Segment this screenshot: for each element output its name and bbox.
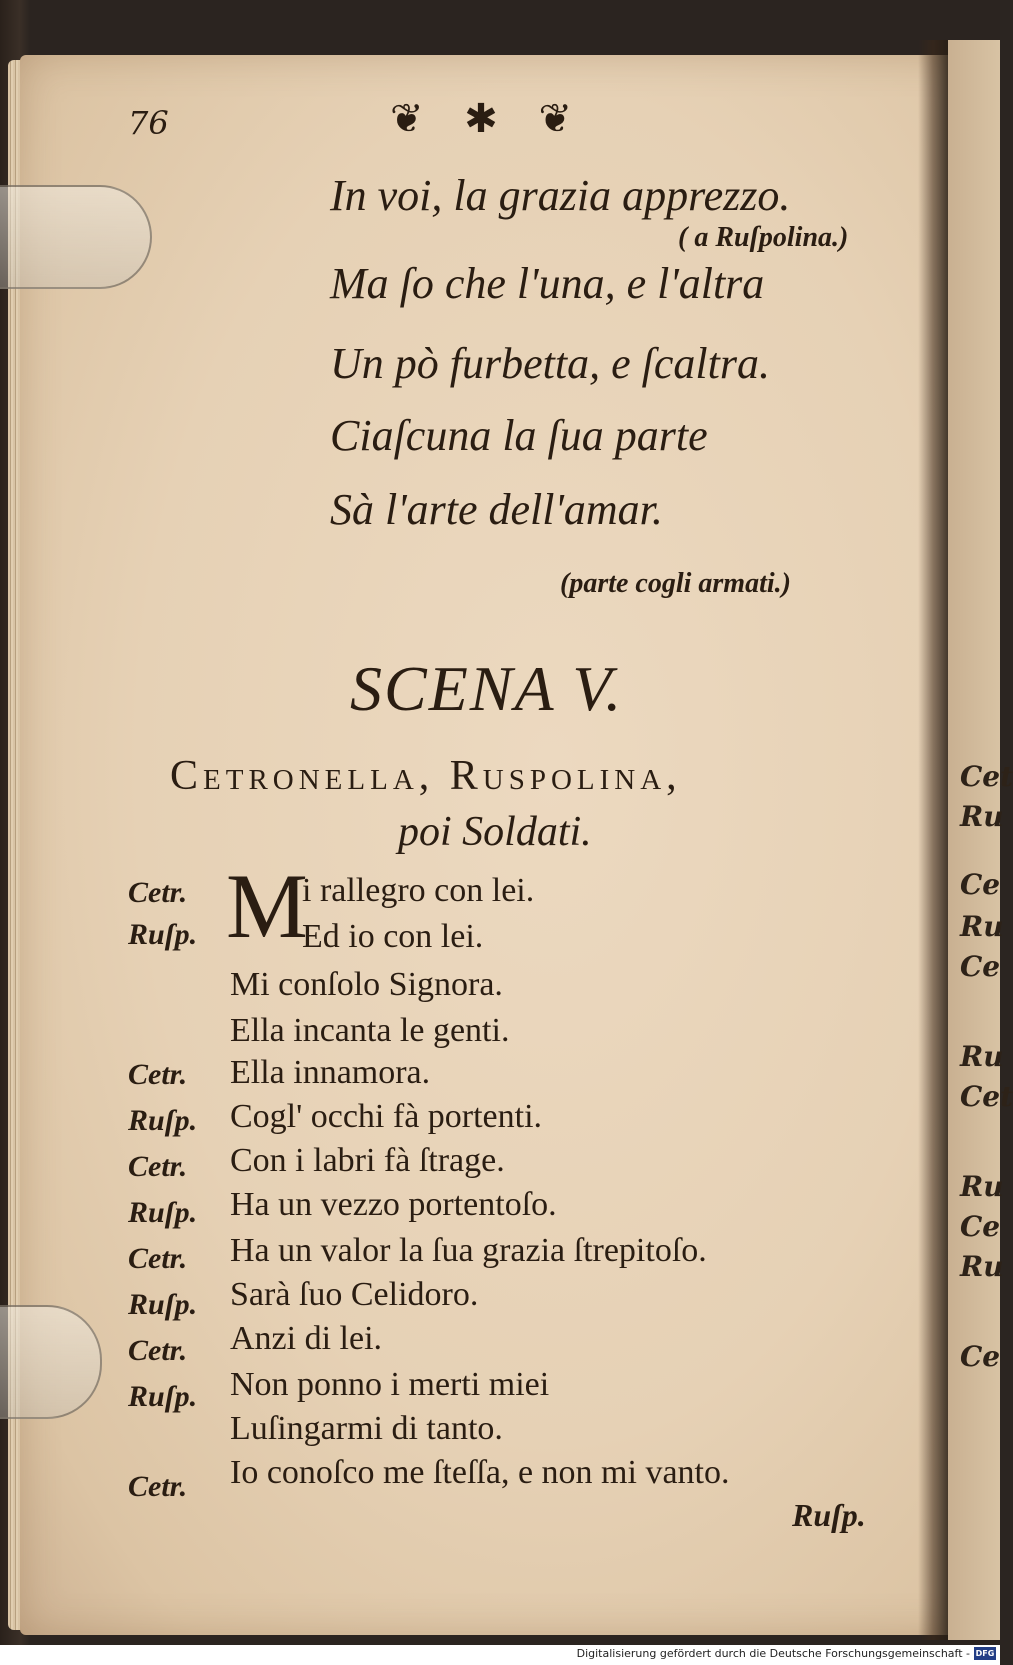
speaker-label: Cetr. [128, 1470, 188, 1503]
dialogue-line: Anzi di lei. [230, 1320, 383, 1357]
speaker-label: Cetr. [128, 1150, 188, 1183]
dialogue-line: Ed io con lei. [302, 918, 484, 955]
speaker-label: Cetr. [128, 1058, 188, 1091]
page-number: 76 [128, 104, 169, 142]
footer-credit: Digitalisierung gefördert durch die Deutsche Forschungsgemeinschaft - [576, 1647, 970, 1660]
stage-direction: ( a Ruſpolina.) [678, 222, 849, 253]
facing-page-glyph: Ru [960, 800, 1004, 833]
catchword: Ruſp. [792, 1497, 866, 1533]
dialogue-line: Ella innamora. [230, 1054, 431, 1091]
speaker-label: Ruſp. [128, 1196, 198, 1229]
dialogue-line: Non ponno i merti miei [230, 1366, 550, 1403]
verse-line: Un pò furbetta, e ſcaltra. [330, 339, 770, 388]
facing-page-glyph: Ce [960, 1210, 1001, 1243]
scene-characters-extra: poi Soldati. [398, 809, 592, 855]
facing-page-glyph: Cet [960, 1080, 1013, 1113]
speaker-label: Ruſp. [128, 1104, 198, 1137]
facing-page-glyph: Ru [960, 910, 1004, 943]
facing-page [948, 40, 1000, 1640]
facing-page-glyph: Ce [960, 868, 1001, 901]
dialogue-line: Luſingarmi di tanto. [230, 1410, 503, 1447]
page-clip [0, 185, 152, 289]
scene-title: SCENA V. [350, 653, 624, 724]
dialogue-line: Io conoſco me ſteſſa, e non mi vanto. [230, 1454, 730, 1491]
speaker-label: Cetr. [128, 1334, 188, 1367]
speaker-label: Ruſp. [128, 1380, 198, 1413]
verse-line: Sà l'arte dell'amar. [330, 485, 663, 534]
dialogue-line: Sarà ſuo Celidoro. [230, 1276, 479, 1313]
dialogue-line: Ella incanta le genti. [230, 1012, 510, 1049]
verse-line: In voi, la grazia apprezzo. [330, 171, 791, 220]
speaker-label: Ruſp. [128, 918, 198, 951]
facing-page-glyph: Cet [960, 760, 1013, 793]
dialogue-line: Mi conſolo Signora. [230, 966, 503, 1003]
facing-page-glyph: Ru [960, 1170, 1004, 1203]
dialogue-line: Cogl' occhi fà portenti. [230, 1098, 543, 1135]
verse-line: Ma ſo che l'una, e l'altra [330, 259, 765, 308]
scene-characters: Cetronella, Ruspolina, [170, 753, 682, 799]
page-gutter [918, 40, 948, 1640]
facing-page-glyph: Ce [960, 950, 1001, 983]
page-clip [0, 1305, 102, 1419]
speaker-label: Ruſp. [128, 1288, 198, 1321]
speaker-label: Cetr. [128, 1242, 188, 1275]
stage-direction: (parte cogli armati.) [560, 568, 791, 599]
dialogue-line: i rallegro con lei. [302, 872, 535, 909]
facing-page-glyph: Ru [960, 1250, 1004, 1283]
header-ornament: ❦ ✱ ❦ [390, 96, 586, 142]
facing-page-glyph: Ce [960, 1340, 1001, 1373]
dfg-logo: DFG [975, 1649, 995, 1658]
facing-page-glyph: Ru [960, 1040, 1004, 1073]
dialogue-line: Con i labri fà ſtrage. [230, 1142, 505, 1179]
drop-cap: M [226, 855, 308, 957]
speaker-label: Cetr. [128, 876, 188, 909]
dialogue-line: Ha un valor la ſua grazia ſtrepitoſo. [230, 1232, 707, 1269]
verse-line: Ciaſcuna la ſua parte [330, 411, 708, 460]
dialogue-line: Ha un vezzo portentoſo. [230, 1186, 557, 1223]
